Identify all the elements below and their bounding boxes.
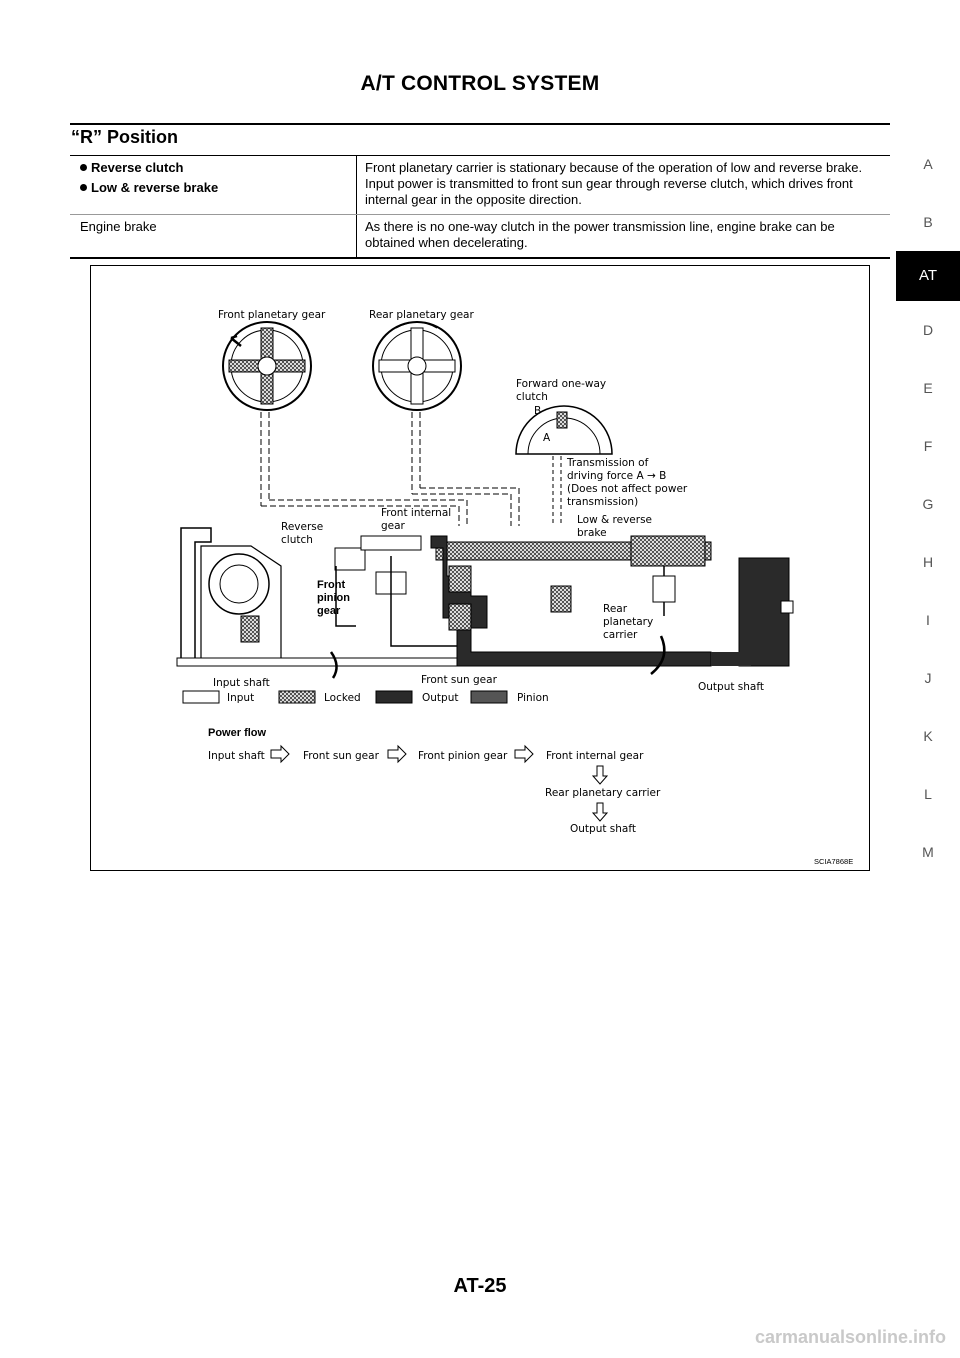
page-number: AT-25 [453,1275,507,1297]
table-row [70,215,890,259]
legend-swatch-input [183,691,219,703]
svg-text:clutch: clutch [516,391,548,403]
label-reverse-clutch: Reverse [281,521,324,533]
power-flow-sequence [208,746,661,835]
rear-planetary-gear-icon [373,322,461,410]
flow-step: Output shaft [570,823,636,835]
legend-label: Pinion [517,692,549,704]
label-front-sun-gear: Front sun gear [421,674,497,686]
flow-step: Front sun gear [303,750,379,762]
svg-text:pinion: pinion [317,592,350,604]
bullet-icon [80,164,87,171]
label-front-internal-gear: Front internal [381,507,452,519]
table-cell-components: Engine brake [70,215,357,259]
svg-text:B: B [534,405,542,417]
svg-text:(Does not affect power: (Does not affect power [567,483,688,495]
table-row [70,156,890,215]
svg-text:clutch: clutch [281,534,313,546]
flow-step: Front internal gear [546,750,644,762]
legend-label: Input [227,692,255,704]
flow-step: Input shaft [208,750,265,762]
transmission-mechanism [177,528,793,666]
power-flow-figure [90,265,870,871]
svg-text:driving force A → B: driving force A → B [567,470,667,482]
legend-swatch-pinion [471,691,507,703]
section-index [896,135,960,881]
section-tab-d[interactable]: D [922,322,934,338]
operation-table [70,155,890,259]
header-rule [70,123,890,125]
legend-swatch-output [376,691,412,703]
arrow-right-icon [515,746,533,762]
label-input-shaft: Input shaft [213,677,270,689]
section-tab-i[interactable]: I [926,612,930,628]
arrow-down-icon [593,766,607,784]
figure-code: SCIA7868E [814,857,854,866]
section-tab-g[interactable]: G [922,496,934,512]
page-title: A/T CONTROL SYSTEM [360,72,600,95]
legend-label: Locked [324,692,361,704]
label-forward-one-way-clutch: Forward one-way [516,378,607,390]
flow-step: Front pinion gear [418,750,508,762]
section-tab-at[interactable]: AT [896,251,960,301]
section-tab-m[interactable]: M [922,844,934,860]
arrow-right-icon [271,746,289,762]
table-cell-components [70,156,357,215]
section-tab-h[interactable]: H [922,554,934,570]
flow-step: Rear planetary carrier [545,787,661,799]
watermark: carmanualsonline.info [754,1327,946,1347]
label-rear-planetary-carrier: Rear [603,603,628,615]
section-tab-b[interactable]: B [923,214,933,230]
table-cell-description: Front planetary carrier is stationary because of the operation of low and reverse brake. Input power is transmitted to front sun gear through reverse clutch, which drives front internal gear in the opposite direction. [357,156,891,215]
section-tab-l[interactable]: L [924,786,932,802]
section-tab-f[interactable]: F [923,438,933,454]
section-title: “R” Position [71,127,178,147]
label-output-shaft: Output shaft [698,681,764,693]
label-low-reverse-brake: Low & reverse [577,514,653,526]
power-flow-title: Power flow [208,727,267,739]
svg-text:gear: gear [381,520,405,532]
bullet-icon [80,184,87,191]
arrow-down-icon [593,803,607,821]
section-tab-e[interactable]: E [923,380,933,396]
svg-text:brake: brake [577,527,607,539]
label-front-planetary-gear: Front planetary gear [218,309,326,321]
svg-text:gear: gear [317,605,341,617]
section-tab-k[interactable]: K [923,728,933,744]
svg-text:transmission): transmission) [567,496,639,508]
section-tab-j[interactable]: J [924,670,932,686]
legend-swatch-locked [279,691,315,703]
front-planetary-gear-icon [223,322,311,410]
arrow-right-icon [388,746,406,762]
section-tab-a[interactable]: A [923,156,933,172]
legend [183,691,549,704]
legend-label: Output [422,692,459,704]
label-front-pinion-gear: Front [317,579,346,591]
table-cell-description: As there is no one-way clutch in the power transmission line, engine brake can be obtained when decelerating. [357,215,891,259]
svg-text:carrier: carrier [603,629,638,641]
list-item: Low & reverse brake [80,180,350,196]
svg-text:A: A [543,432,551,444]
label-rear-planetary-gear: Rear planetary gear [369,309,474,321]
one-way-clutch-icon [516,406,612,454]
label-transmission-note: Transmission of [567,457,649,469]
list-item: Reverse clutch [80,160,350,176]
transmission-diagram [91,266,868,869]
svg-text:planetary: planetary [603,616,654,628]
